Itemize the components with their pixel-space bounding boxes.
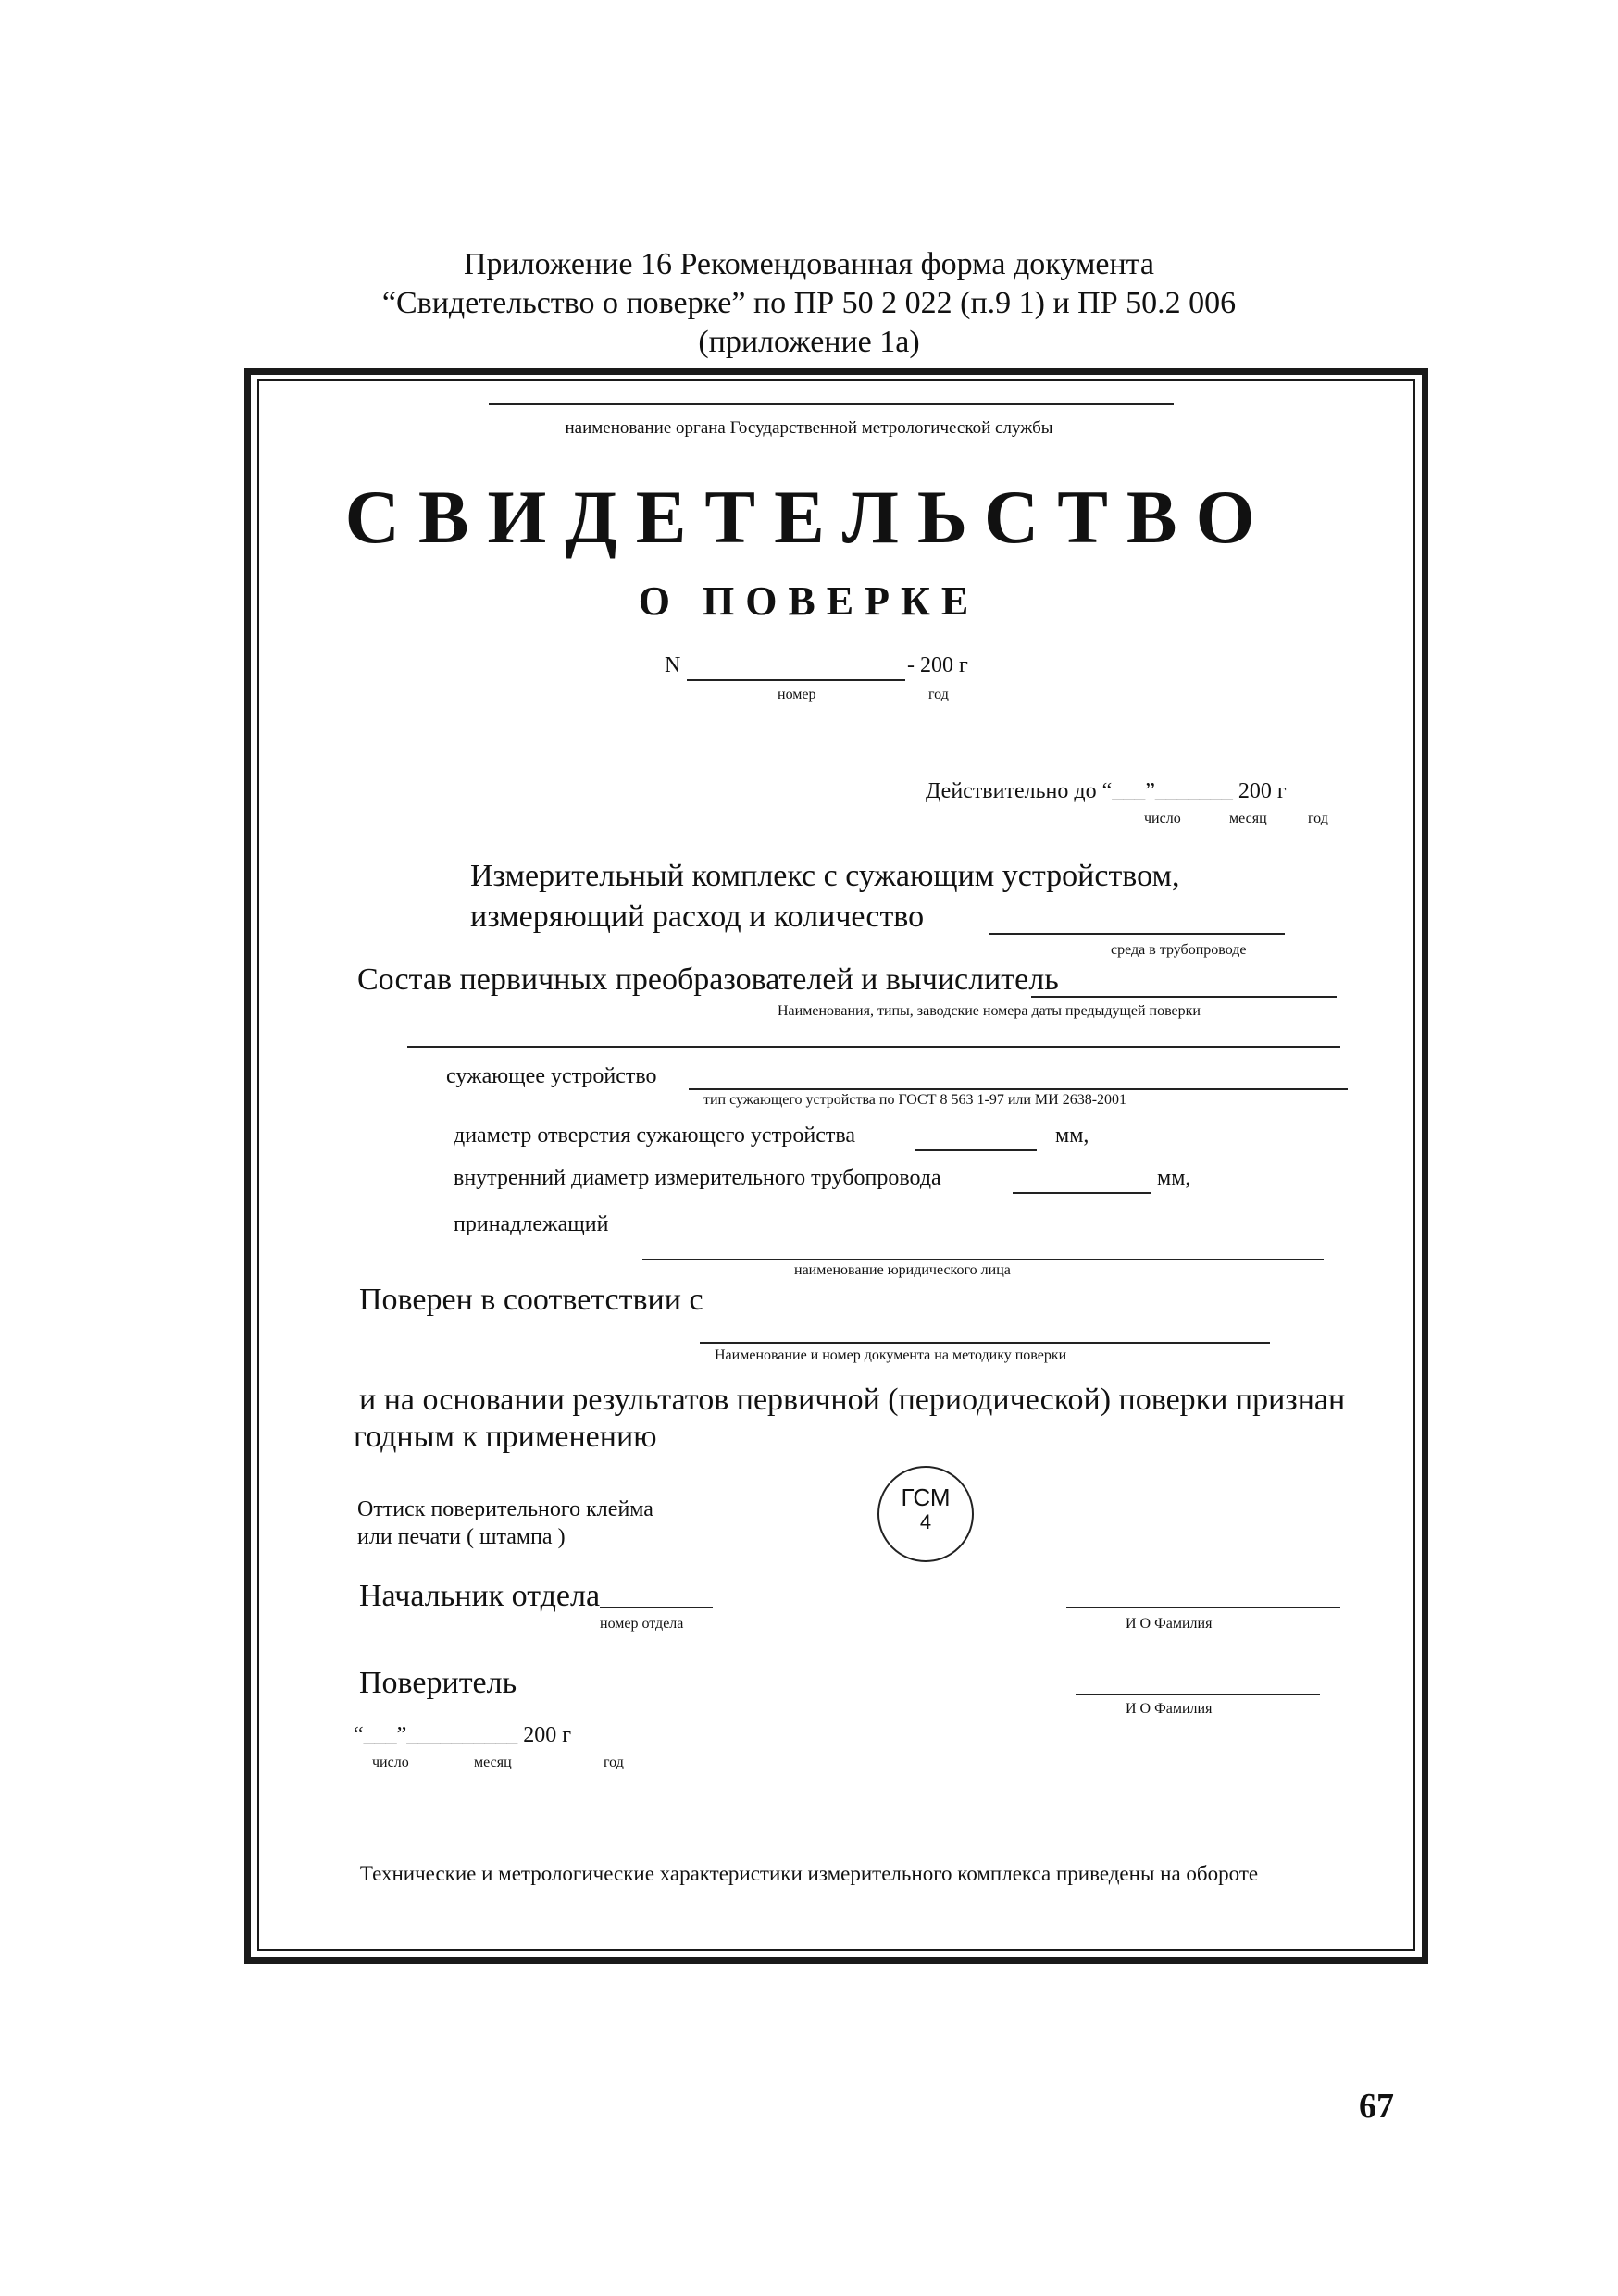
appendix-caption-line3: (приложение 1а) (698, 325, 920, 359)
owner-caption: наименование юридического лица (794, 1262, 1011, 1278)
head-label: Начальник отдела (359, 1579, 601, 1613)
medium-caption: среда в трубопроводе (1111, 942, 1247, 958)
diameter-pipe-line (1013, 1192, 1151, 1194)
stamp-text-top: ГСМ (901, 1483, 951, 1511)
owner-line (642, 1259, 1324, 1260)
result-line1: и на основании результатов первичной (периодической) поверки признан (359, 1383, 1346, 1417)
head-department-line (600, 1607, 713, 1608)
head-name-caption: И О Фамилия (1126, 1616, 1213, 1632)
verifier-label: Поверитель (359, 1666, 517, 1700)
verification-date: “___”__________ 200 г (354, 1723, 572, 1747)
stamp-label-line2: или печати ( штампа ) (357, 1525, 566, 1549)
medium-line (989, 933, 1285, 935)
head-department-caption: номер отдела (600, 1616, 684, 1632)
valid-month-caption: месяц (1229, 811, 1267, 826)
number-caption: номер (778, 687, 816, 702)
date-day-caption: число (372, 1755, 409, 1770)
org-caption: наименование органа Государственной метрологической службы (565, 418, 1053, 438)
year-caption: год (928, 687, 949, 702)
page-number: 67 (1359, 2087, 1394, 2126)
certificate-title: СВИДЕТЕЛЬСТВО (344, 475, 1274, 559)
owner-label: принадлежащий (454, 1212, 609, 1236)
device-caption: тип сужающего устройства по ГОСТ 8 563 1-97 или МИ 2638-2001 (703, 1092, 1127, 1108)
number-prefix: N (665, 653, 681, 677)
complex-line2: измеряющий расход и количество (470, 900, 925, 934)
verified-caption: Наименование и номер документа на методику поверки (715, 1347, 1067, 1363)
appendix-caption-line1: Приложение 16 Рекомендованная форма документа (463, 247, 1155, 281)
date-month-caption: месяц (474, 1755, 512, 1770)
org-name-line (489, 403, 1174, 405)
complex-line1: Измерительный комплекс с сужающим устройством, (470, 859, 1180, 893)
verified-label: Поверен в соответствии с (359, 1283, 703, 1317)
stamp-label-line1: Оттиск поверительного клейма (357, 1497, 653, 1521)
device-line (689, 1088, 1348, 1090)
stamp-text-bottom: 4 (919, 1510, 932, 1533)
diameter-orifice-line (915, 1149, 1037, 1151)
verifier-name-caption: И О Фамилия (1126, 1701, 1213, 1717)
result-line2: годным к применению (354, 1420, 657, 1454)
composition-line-2 (407, 1046, 1340, 1048)
diameter-pipe-label: внутренний диаметр измерительного трубопровода (454, 1166, 941, 1190)
certificate-footer: Технические и метрологические характеристики измерительного комплекса приведены на обороте (359, 1862, 1259, 1885)
verified-line (700, 1342, 1270, 1344)
head-name-line (1066, 1607, 1340, 1608)
appendix-caption-line2: “Свидетельство о поверке” по ПР 50 2 022 (п.9 1) и ПР 50.2 006 (381, 286, 1237, 320)
verification-stamp (877, 1466, 974, 1562)
verifier-name-line (1076, 1694, 1320, 1695)
number-line (687, 679, 905, 681)
number-suffix: - 200 г (907, 653, 968, 677)
diameter-pipe-unit: мм, (1157, 1166, 1191, 1190)
diameter-orifice-unit: мм, (1055, 1123, 1089, 1148)
composition-line (1031, 996, 1337, 998)
date-year-caption: год (604, 1755, 624, 1770)
composition-caption: Наименования, типы, заводские номера даты предыдущей поверки (778, 1003, 1201, 1019)
composition-label: Состав первичных преобразователей и вычислитель (357, 962, 1059, 997)
valid-year-caption: год (1308, 811, 1328, 826)
diameter-orifice-label: диаметр отверстия сужающего устройства (454, 1123, 856, 1148)
valid-day-caption: число (1144, 811, 1181, 826)
certificate-subtitle: О ПОВЕРКЕ (638, 578, 980, 624)
device-label: сужающее устройство (446, 1064, 657, 1088)
valid-until: Действительно до “___”_______ 200 г (926, 779, 1287, 803)
